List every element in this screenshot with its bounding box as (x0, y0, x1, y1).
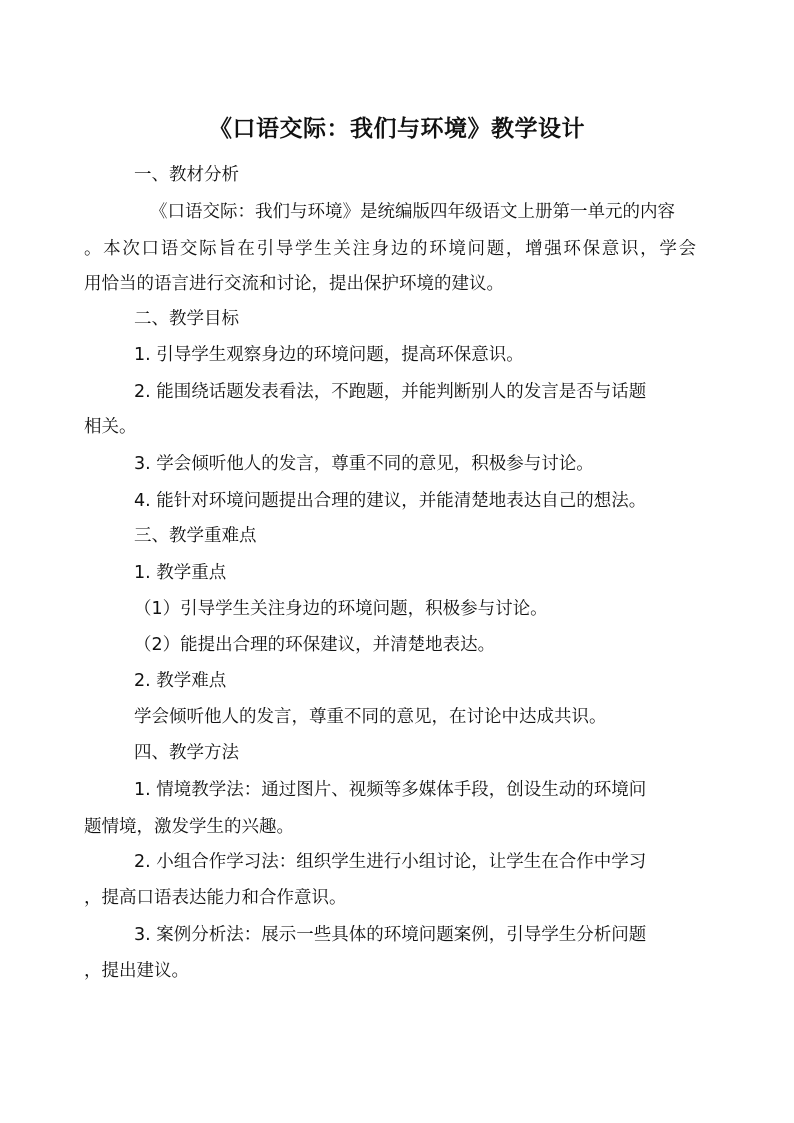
list-item-continuation: ，提出建议。 (84, 961, 189, 981)
paragraph-line: 《口语交际：我们与环境》是统编版四年级语文上册第一单元的内容 (150, 202, 675, 222)
paragraph-line: 。本次口语交际旨在引导学生关注身边的环境问题，增强环保意识，学会 (84, 239, 696, 259)
list-item: （2）能提出合理的环保建议，并清楚地表达。 (134, 635, 496, 655)
list-item: 3. 学会倾听他人的发言，尊重不同的意见，积极参与讨论。 (134, 454, 594, 474)
list-item: 4. 能针对环境问题提出合理的建议，并能清楚地表达自己的想法。 (134, 491, 647, 511)
sub-heading-key-points: 1. 教学重点 (134, 563, 227, 583)
section-heading-objectives: 二、教学目标 (134, 309, 239, 329)
list-item: 1. 情境教学法：通过图片、视频等多媒体手段，创设生动的环境问 (134, 780, 647, 800)
paragraph-line: 用恰当的语言进行交流和讨论，提出保护环境的建议。 (84, 274, 504, 294)
list-item-continuation: 相关。 (84, 417, 137, 437)
section-heading-key-points: 三、教学重难点 (134, 526, 257, 546)
section-heading-materials: 一、教材分析 (134, 165, 239, 185)
list-item: （1）引导学生关注身边的环境问题，积极参与讨论。 (134, 599, 548, 619)
document-title: 《口语交际：我们与环境》教学设计 (209, 116, 585, 142)
sub-heading-difficulties: 2. 教学难点 (134, 671, 227, 691)
list-item-continuation: 题情境，激发学生的兴趣。 (84, 817, 294, 837)
list-item-continuation: ，提高口语表达能力和合作意识。 (84, 888, 347, 908)
list-item: 2. 小组合作学习法：组织学生进行小组讨论，让学生在合作中学习 (134, 852, 647, 872)
list-item: 1. 引导学生观察身边的环境问题，提高环保意识。 (134, 345, 524, 365)
section-heading-methods: 四、教学方法 (134, 743, 239, 763)
list-item: 3. 案例分析法：展示一些具体的环境问题案例，引导学生分析问题 (134, 925, 647, 945)
list-item: 2. 能围绕话题发表看法，不跑题，并能判断别人的发言是否与话题 (134, 382, 647, 402)
paragraph-line: 学会倾听他人的发言，尊重不同的意见，在讨论中达成共识。 (134, 707, 607, 727)
